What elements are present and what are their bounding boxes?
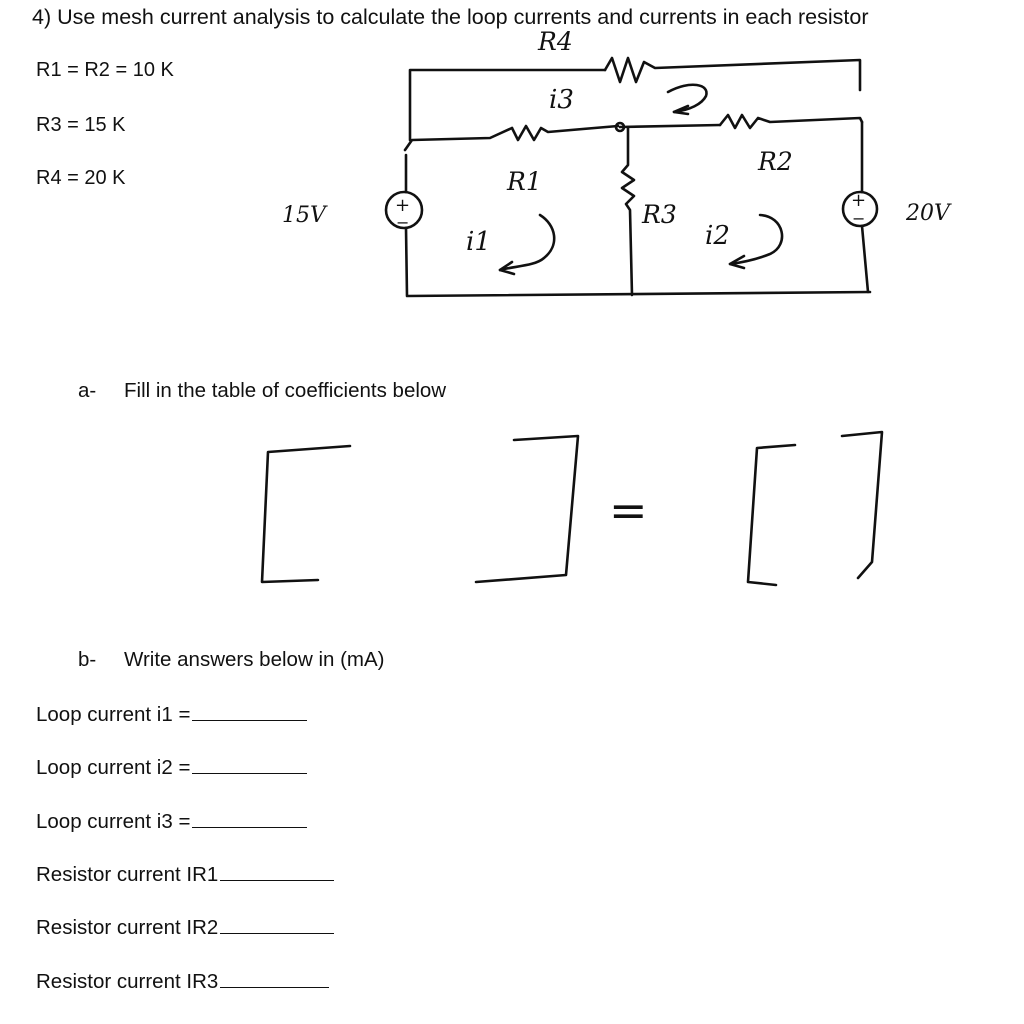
answer-blank-ir2[interactable] [220, 915, 334, 934]
source-15v-minus: − [396, 213, 410, 232]
source-15v-plus: + [395, 195, 411, 216]
vector-left-bracket [748, 445, 795, 585]
answer-label-ir3: Resistor current IR3 [36, 970, 219, 993]
label-r2: R2 [758, 147, 793, 176]
label-20v: 20V [906, 201, 950, 226]
answer-blank-ir3[interactable] [220, 969, 329, 988]
vector-right-bracket [842, 432, 882, 578]
resistor-r3 [622, 127, 634, 295]
part-b-marker: b- [78, 648, 97, 671]
resistor-r4 [605, 58, 860, 90]
source-20v-minus: − [852, 209, 866, 228]
loop-arrow-i1 [500, 215, 554, 270]
source-20v-plus: + [851, 190, 867, 211]
answer-blank-ir1[interactable] [220, 862, 334, 881]
loop-arrow-i2 [730, 215, 782, 264]
answer-label-i2: Loop current i2 = [36, 756, 191, 779]
given-r4: R4 = 20 K [36, 167, 126, 189]
part-a-text: Fill in the table of coefficients below [124, 379, 447, 402]
question-title: 4) Use mesh current analysis to calculate the loop currents and currents in each resistor [32, 5, 869, 29]
answer-row [36, 809, 307, 834]
answer-row [36, 702, 307, 727]
label-i1: i1 [466, 227, 491, 257]
answer-row [36, 862, 334, 887]
part-a-line [78, 379, 446, 403]
answer-label-ir2: Resistor current IR2 [36, 916, 219, 939]
answer-row [36, 755, 307, 780]
answer-label-i3: Loop current i3 = [36, 810, 191, 833]
matrix-right-bracket [476, 436, 578, 582]
answer-blank-i1[interactable] [192, 702, 307, 721]
wire-right-bottom [862, 226, 868, 292]
given-r3: R3 = 15 K [36, 114, 126, 136]
label-r3: R3 [642, 200, 677, 229]
given-r1-r2: R1 = R2 = 10 K [36, 59, 174, 81]
part-a-marker: a- [78, 379, 97, 402]
answer-blank-i3[interactable] [192, 809, 307, 828]
resistor-r2 [720, 115, 862, 128]
label-r4: R4 [538, 27, 573, 56]
answer-blank-i2[interactable] [192, 755, 307, 774]
matrix-equals-sign: = [609, 483, 648, 537]
answer-row [36, 969, 329, 994]
answer-row [36, 915, 334, 940]
part-b-text: Write answers below in (mA) [124, 648, 385, 671]
label-i2: i2 [705, 221, 730, 251]
loop-arrow-i3 [668, 85, 707, 112]
wire-inner-left [405, 128, 512, 150]
part-b-line [78, 648, 385, 672]
label-i3: i3 [549, 85, 574, 115]
matrix-left-bracket [262, 446, 350, 582]
answer-label-ir1: Resistor current IR1 [36, 863, 219, 886]
label-r1: R1 [507, 167, 542, 196]
resistor-r1 [512, 126, 618, 140]
label-15v: 15V [282, 203, 326, 228]
answer-label-i1: Loop current i1 = [36, 703, 191, 726]
wire-mid-right [620, 125, 720, 127]
